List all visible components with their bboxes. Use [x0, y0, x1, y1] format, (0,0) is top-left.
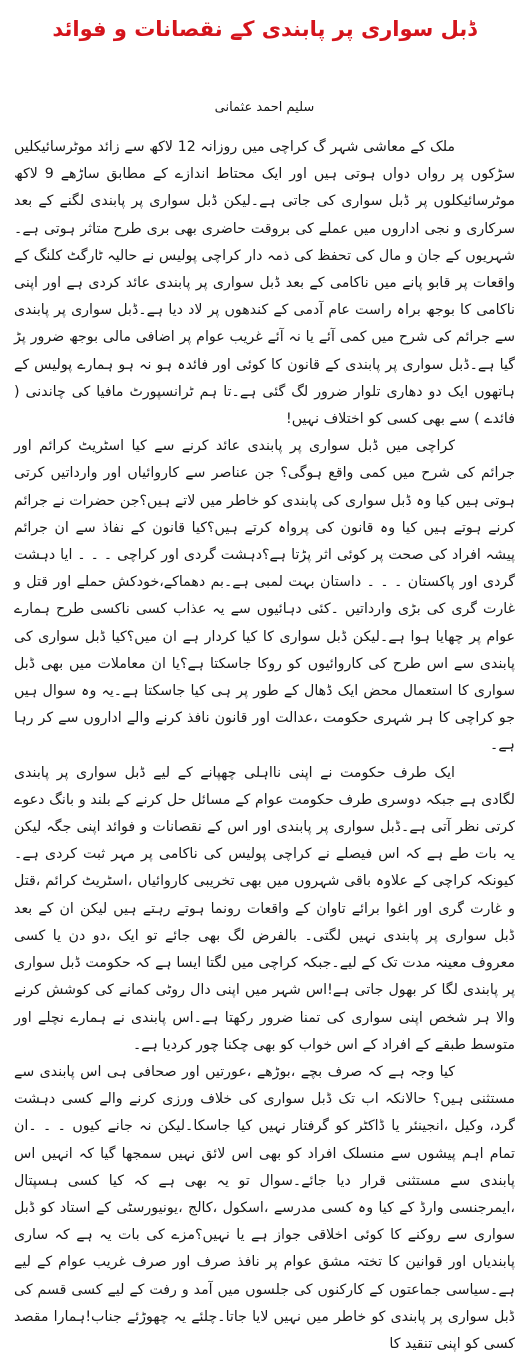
- paragraph-2: کراچی میں ڈبل سواری پر پابندی عائد کرنے سے کیا اسٹریٹ کرائم اور جرائم کی شرح میں کمی واقع ہوگی؟ جن عناصر سے کاروائیاں اور وارداتیں کرتی ہوتی ہیں کیا وہ ڈبل سواری کی پابندی کو خاطر میں لاتے ہیں؟جن حضرات نے جرائم کرنے ہوتے ہیں کیا وہ قانون کی پرواہ کرتے ہیں؟کیا قانون کے نفاذ سے ان جرائم پیشہ افراد کی صحت پر کوئی اثر پڑتا ہے؟دہشت گردی اور کراچی ۔ ۔ ۔ ایا دہشت گردی اور پاکستان ۔ ۔ ۔ داستان بہت لمبی ہے۔بم دھماکے،خودکش حملے اور قتل و غارت گری کی بڑی وارداتیں ۔کئی دہائیوں سے یہ عذاب کسی ناکسی طرح ہمارے عوام پر چھایا ہوا ہے۔لیکن ڈبل سواری کا کیا کردار ہے ان میں؟کیا ڈبل سواری کی پابندی سے اس طرح کی کاروائیوں کو روکا جاسکتا ہے؟یا ان معاملات میں بھی ڈبل سواری کا استعمال محض ایک ڈھال کے طور پر ہی کیا جاسکتا ہے۔یہ وہ سوال ہیں جو کراچی کا ہر شہری حکومت ،عدالت اور قانون نافذ کرنے والے اداروں سے کر رہا ہے۔: [14, 438, 515, 754]
- paragraph-1: ملک کے معاشی شہر گ کراچی میں روزانہ 12 لاکھ سے زائد موٹرسائیکلیں سڑکوں پر رواں دواں ہوتی ہیں اور ایک محتاط اندازے کے مطابق ساڑھے 9 لاکھ موٹرسائیکلوں پر ڈبل سواری کی جاتی ہے۔لیکن ڈبل سواری پر پابندی لگنے کے بعد سرکاری و نجی اداروں میں عملے کی بروقت حاضری بھی بری طرح متاثر ہوتی ہے۔شہریوں کے جان و مال کی تحفظ کی ذمہ دار کراچی پولیس نے حالیہ ٹارگٹ کلنگ کے واقعات پر قابو پانے میں ناکامی کے بعد ڈبل سواری پر پابندی عائد کردی ہے اور اپنی ناکامی کا بوجھ براہ راست عام آدمی کے کندھوں پر لاد دیا ہے۔ڈبل سواری پر پابندی سے جرائم کی شرح میں کمی آئے یا نہ آئے غریب عوام پر اضافی مالی بوجھ ضرور پڑ گیا ہے۔ڈبل سواری پر پابندی کے قانون کا کوئی اور فائدہ ہو نہ ہو ہمارے پولیس کے ہاتھوں ایک دو دھاری تلوار ضرور لگ گئی ہے۔تا ہم ٹرانسپورٹ مافیا کی چاندنی ( فائدے ) سے بھی کسی کو اختلاف نہیں!: [14, 139, 515, 428]
- article-body: [14, 134, 515, 1358]
- article-title: ڈبل سواری پر پابندی کے نقصانات و فوائد: [52, 17, 477, 41]
- paragraph-4: کیا وجہ ہے کہ صرف بچے ،بوڑھے ،عورتیں اور صحافی ہی اس پابندی سے مستثنی ہیں؟ حالانکہ اب تک ڈبل سواری کی خلاف ورزی کرنے والے کسی دہشت گرد، وکیل ،انجینئر یا ڈاکٹر کو گرفتار نہیں کیا جاسکا۔لیکن نہ جانے کیوں ۔ ۔ ۔ان تمام اہم پیشوں سے منسلک افراد کو بھی اس لائق نہیں سمجھا گیا کہ انہیں اس پابندی سے مستثنی قرار دیا جائے۔سوال تو یہ بھی ہے کہ کیا کسی ہسپتال ،ایمرجنسی وارڈ کے کیا وہ کسی مدرسے ،اسکول ،کالج ،یونیورسٹی کے استاد کو ڈبل سواری سے روکنے کا کوئی اخلاقی جواز ہے یا نہیں؟مزے کی بات یہ ہے کہ ساری پابندیاں اور قوانین کا تختہ مشق عوام پر نافذ صرف اور صرف غریب عوام کے لیے ہے۔سیاسی جماعتوں کے کارکنوں کی جلسوں میں آمد و رفت کے لیے کسی قسم کی ڈبل سواری پر پابندی کو خاطر میں نہیں لایا جاتا۔چلئے یہ چھوڑئے جناب!ہمارا مقصد کسی کو اپنی تنقید کا: [14, 1063, 515, 1352]
- paragraph-3: ایک طرف حکومت نے اپنی نااہلی چھپانے کے لیے ڈبل سواری پر پابندی لگادی ہے جبکہ دوسری طرف حکومت عوام کے مسائل حل کرنے کے بلند و بانگ دعوے کرتی نظر آتی ہے۔ڈبل سواری پر پابندی اور اس کے نقصانات و فوائد اپنی جگہ لیکن یہ بات طے ہے کہ اس فیصلے نے کراچی پولیس کی ناکامی پر مہر ثبت کردی ہے۔کیونکہ کراچی کے علاوہ باقی شہروں میں بھی تخریبی کاروائیاں ،اسٹریٹ کرائم ،قتل و غارت گری اور اغوا برائے تاوان کے واقعات رونما ہوتے رہتے ہیں لیکن ان کے بعد ڈبل سواری پر پابندی نہیں لگتی۔ بالفرض لگ بھی جائے تو ایک ،دو دن یا کسی معروف معینہ مدت تک کے لیے۔جبکہ کراچی میں لگتا ایسا ہے کہ حکومت ڈبل سواری پر پابندی لگا کر بھول جاتی ہے!اس شہر میں اپنی دال روٹی کمانے کی کوشش کرنے والا ہر شخص اپنی سواری کی تمنا ضرور رکھتا ہے۔اس پابندی نے ہمارے نچلے اور متوسط طبقے کے افراد کے اس خواب کو بھی چکنا چور کردیا ہے۔: [14, 764, 515, 1053]
- author-name: سلیم احمد عثمانی: [214, 100, 315, 115]
